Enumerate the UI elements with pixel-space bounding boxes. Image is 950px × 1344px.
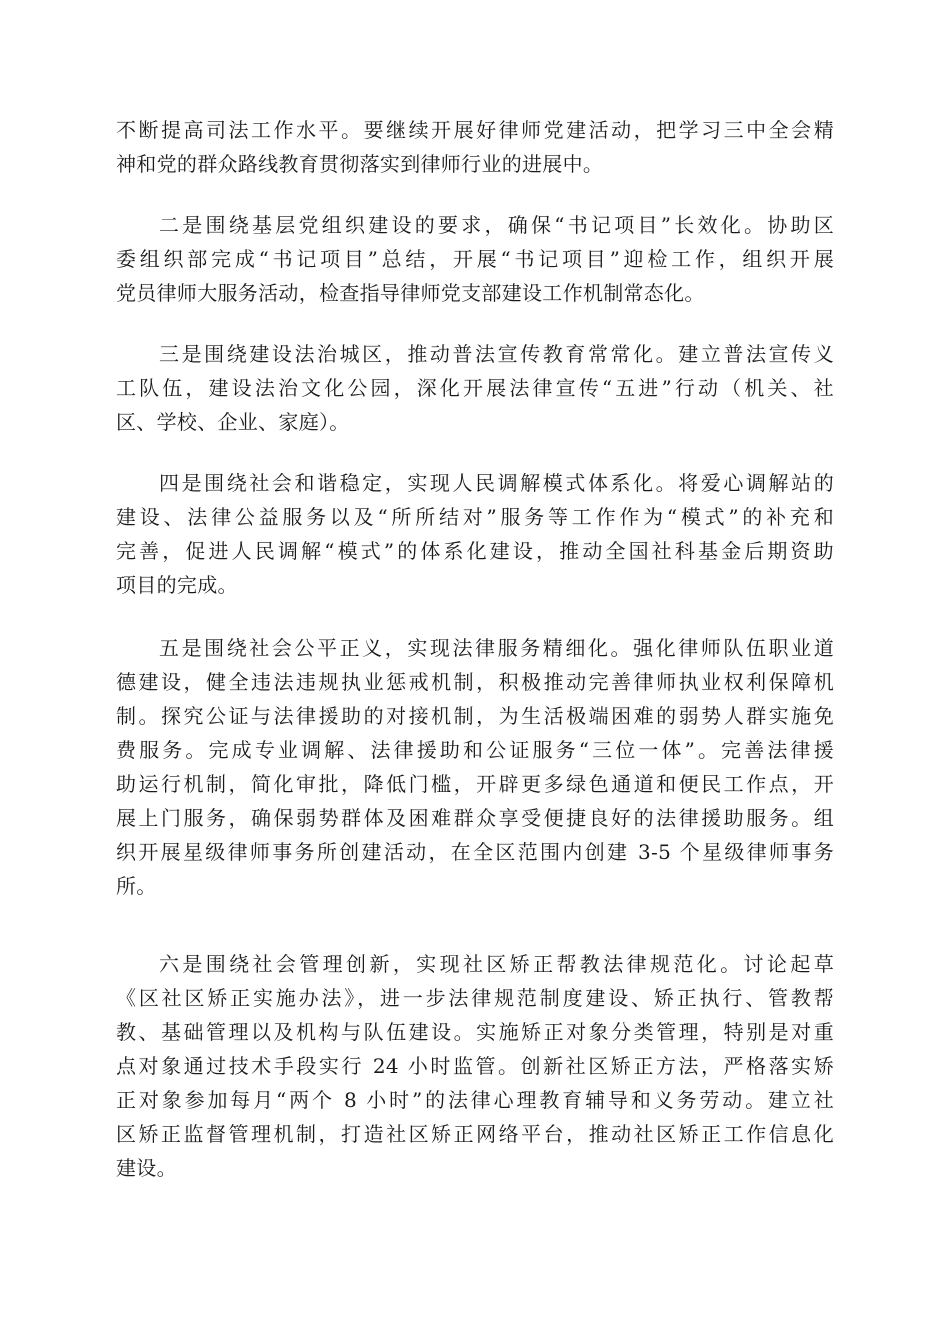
paragraph-line: 展上门服务，确保弱势群体及困难群众享受便捷良好的法律援助服务。组 (116, 806, 834, 830)
paragraph-6 (116, 947, 834, 1185)
paragraph-line: 完善，促进人民调解“模式”的体系化建设，推动全国社科基金后期资助 (116, 539, 834, 563)
paragraph-line: 神和党的群众路线教育贯彻落实到律师行业的进展中。 (116, 152, 604, 176)
paragraph-1 (116, 113, 834, 181)
paragraph-line: 党员律师大服务活动，检查指导律师党支部建设工作机制常态化。 (116, 281, 705, 305)
paragraph-line: 正对象参加每月“两个 8 小时”的法律心理教育辅导和义务劳动。建立社 (116, 1088, 834, 1112)
paragraph-line: 区矫正监督管理机制，打造社区矫正网络平台，推动社区矫正工作信息化 (116, 1122, 834, 1146)
paragraph-line: 四是围绕社会和谐稳定，实现人民调解模式体系化。将爱心调解站的 (159, 471, 834, 495)
paragraph-line: 德建设，健全违法违规执业惩戒机制，积极推动完善律师执业权利保障机 (116, 670, 834, 694)
paragraph-line: 费服务。完成专业调解、法律援助和公证服务“三位一体”。完善法律援 (116, 738, 834, 762)
paragraph-line: 助运行机制，简化审批，降低门槛，开辟更多绿色通道和便民工作点，开 (116, 772, 834, 796)
paragraph-line: 所。 (116, 874, 157, 898)
paragraph-line: 三是围绕建设法治城区，推动普法宣传教育常常化。建立普法宣传义 (159, 342, 834, 366)
paragraph-4 (116, 466, 834, 602)
paragraph-line: 不断提高司法工作水平。要继续开展好律师党建活动，把学习三中全会精 (116, 118, 834, 142)
paragraph-line: 《区社区矫正实施办法》，进一步法律规范制度建设、矫正执行、管教帮 (116, 986, 834, 1010)
paragraph-line: 教、基础管理以及机构与队伍建设。实施矫正对象分类管理，特别是对重 (116, 1020, 834, 1044)
paragraph-2 (116, 208, 834, 310)
paragraph-line: 项目的完成。 (116, 573, 238, 597)
paragraph-line: 点对象通过技术手段实行 24 小时监管。创新社区矫正方法，严格落实矫 (116, 1054, 834, 1078)
paragraph-line: 六是围绕社会管理创新，实现社区矫正帮教法律规范化。讨论起草 (159, 952, 834, 976)
paragraph-line: 工队伍，建设法治文化公园，深化开展法律宣传“五进”行动（机关、社 (116, 376, 834, 400)
paragraph-line: 建设。 (116, 1156, 177, 1180)
paragraph-line: 织开展星级律师事务所创建活动，在全区范围内创建 3-5 个星级律师事务 (116, 840, 834, 864)
paragraph-line: 委组织部完成“书记项目”总结，开展“书记项目”迎检工作，组织开展 (116, 247, 834, 271)
paragraph-line: 建设、法律公益服务以及“所所结对”服务等工作作为“模式”的补充和 (116, 505, 834, 529)
paragraph-5 (116, 631, 834, 903)
paragraph-line: 区、学校、企业、家庭）。 (116, 410, 350, 434)
paragraph-line: 制。探究公证与法律援助的对接机制，为生活极端困难的弱势人群实施免 (116, 704, 834, 728)
paragraph-3 (116, 337, 834, 439)
paragraph-line: 五是围绕社会公平正义，实现法律服务精细化。强化律师队伍职业道 (159, 636, 834, 660)
paragraph-line: 二是围绕基层党组织建设的要求，确保“书记项目”长效化。协助区 (159, 213, 834, 237)
